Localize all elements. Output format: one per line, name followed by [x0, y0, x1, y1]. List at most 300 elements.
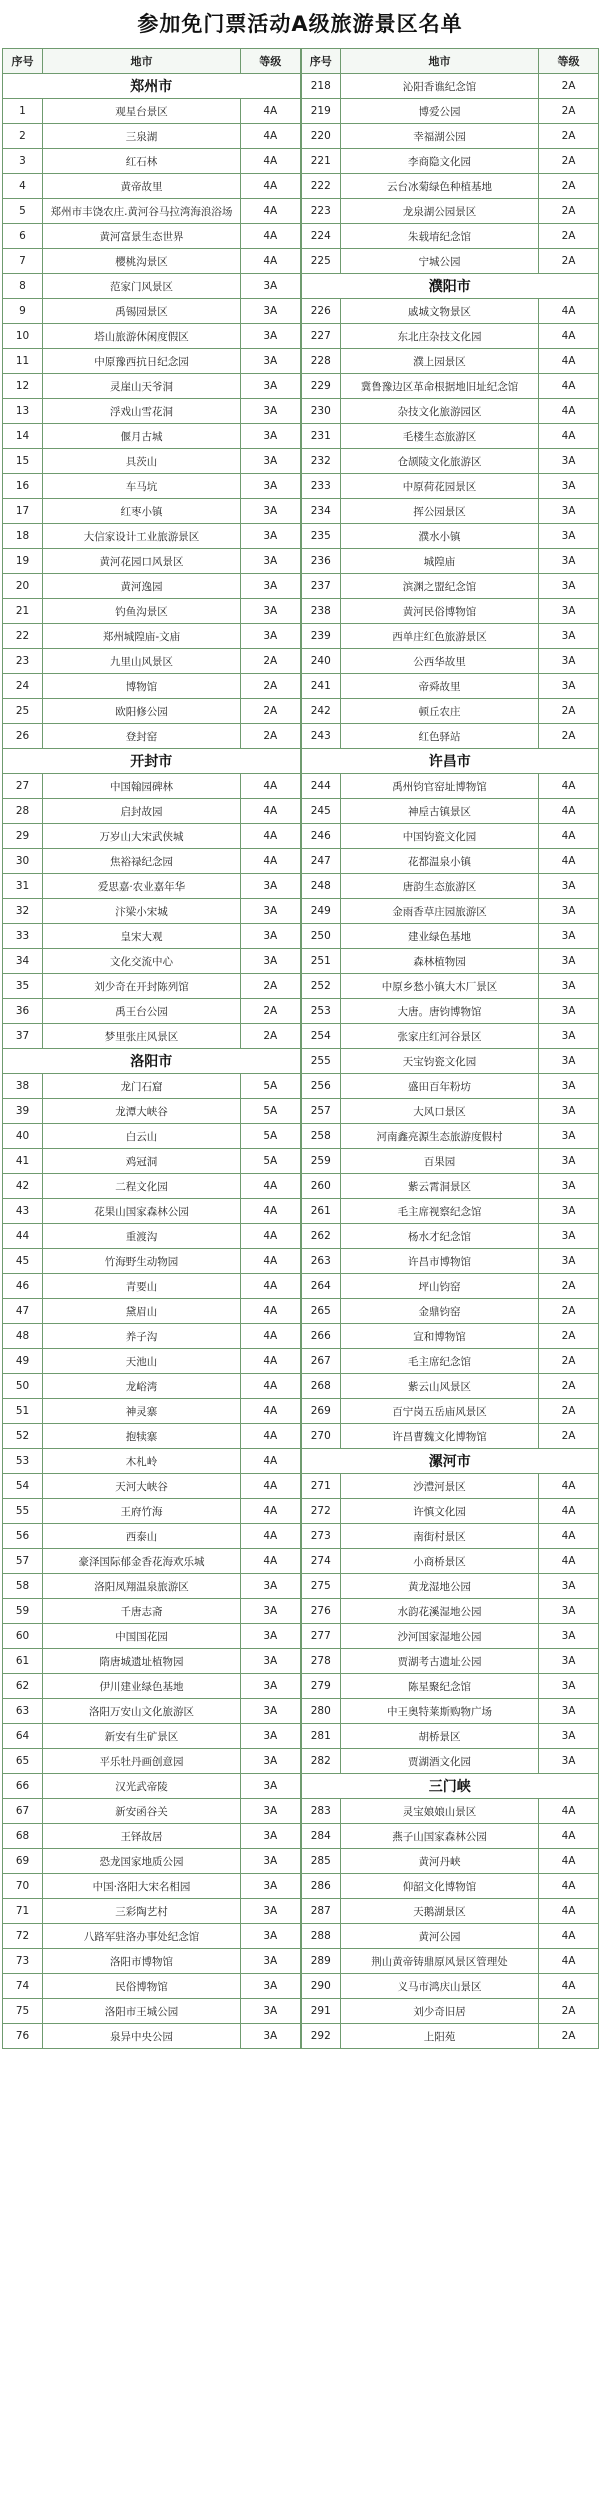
table-row — [3, 1599, 599, 1624]
scenic-grade: 3A — [539, 1149, 599, 1174]
header-no: 序号 — [301, 49, 341, 74]
scenic-site-name: 百宁岗五岳庙风景区 — [341, 1399, 539, 1424]
scenic-site-name: 胡桥景区 — [341, 1724, 539, 1749]
scenic-grade: 2A — [539, 1349, 599, 1374]
scenic-grade: 2A — [539, 1274, 599, 1299]
scenic-grade: 2A — [539, 1399, 599, 1424]
row-number: 38 — [3, 1074, 43, 1099]
scenic-site-name: 宁城公园 — [341, 249, 539, 274]
scenic-grade: 2A — [539, 74, 599, 99]
row-number: 280 — [301, 1699, 341, 1724]
row-number: 283 — [301, 1799, 341, 1824]
scenic-site-name: 具茨山 — [43, 449, 241, 474]
scenic-grade: 4A — [539, 424, 599, 449]
table-row — [3, 1449, 599, 1474]
scenic-grade: 4A — [539, 1524, 599, 1549]
scenic-site-name: 许昌市博物馆 — [341, 1249, 539, 1274]
scenic-site-name: 灵宝娘娘山景区 — [341, 1799, 539, 1824]
scenic-site-name: 万岁山大宋武侠城 — [43, 824, 241, 849]
scenic-grade: 2A — [241, 999, 301, 1024]
scenic-site-name: 白云山 — [43, 1124, 241, 1149]
scenic-grade: 3A — [539, 899, 599, 924]
scenic-grade: 2A — [539, 1299, 599, 1324]
scenic-site-name: 滨渊之盟纪念馆 — [341, 574, 539, 599]
scenic-site-name: 恐龙国家地质公园 — [43, 1849, 241, 1874]
row-number: 272 — [301, 1499, 341, 1524]
scenic-grade: 3A — [241, 874, 301, 899]
city-heading: 洛阳市 — [3, 1049, 301, 1074]
header-site: 地市 — [341, 49, 539, 74]
scenic-site-name: 博爱公园 — [341, 99, 539, 124]
row-number: 66 — [3, 1774, 43, 1799]
scenic-grade: 4A — [539, 1849, 599, 1874]
table-row — [3, 174, 599, 199]
row-number: 282 — [301, 1749, 341, 1774]
scenic-site-name: 朱载堉纪念馆 — [341, 224, 539, 249]
scenic-site-name: 民俗博物馆 — [43, 1974, 241, 1999]
row-number: 61 — [3, 1649, 43, 1674]
scenic-grade: 4A — [241, 1499, 301, 1524]
scenic-grade: 4A — [539, 1824, 599, 1849]
table-row — [3, 1974, 599, 1999]
scenic-grade: 2A — [539, 2024, 599, 2049]
table-row — [3, 1399, 599, 1424]
scenic-grade: 4A — [241, 1424, 301, 1449]
scenic-grade: 4A — [539, 1499, 599, 1524]
row-number: 47 — [3, 1299, 43, 1324]
scenic-site-name: 二程文化园 — [43, 1174, 241, 1199]
row-number: 9 — [3, 299, 43, 324]
scenic-site-name: 豪泽国际郁金香花海欢乐城 — [43, 1549, 241, 1574]
table-row — [3, 499, 599, 524]
row-number: 10 — [3, 324, 43, 349]
row-number: 64 — [3, 1724, 43, 1749]
scenic-site-name: 挥公园景区 — [341, 499, 539, 524]
table-row — [3, 1899, 599, 1924]
row-number: 224 — [301, 224, 341, 249]
row-number: 60 — [3, 1624, 43, 1649]
row-number: 289 — [301, 1949, 341, 1974]
scenic-site-name: 百果园 — [341, 1149, 539, 1174]
table-row — [3, 1749, 599, 1774]
scenic-site-name: 天河大峡谷 — [43, 1474, 241, 1499]
table-row — [3, 899, 599, 924]
scenic-grade: 5A — [241, 1149, 301, 1174]
scenic-grade: 4A — [539, 1474, 599, 1499]
row-number: 263 — [301, 1249, 341, 1274]
scenic-grade: 2A — [539, 99, 599, 124]
row-number: 292 — [301, 2024, 341, 2049]
scenic-site-name: 刘少奇旧居 — [341, 1999, 539, 2024]
scenic-grade: 3A — [241, 949, 301, 974]
scenic-grade: 3A — [241, 924, 301, 949]
scenic-site-name: 小商桥景区 — [341, 1549, 539, 1574]
scenic-grade: 2A — [241, 699, 301, 724]
scenic-site-name: 黄河逸园 — [43, 574, 241, 599]
scenic-grade: 4A — [539, 1874, 599, 1899]
scenic-grade: 4A — [241, 1274, 301, 1299]
table-row — [3, 1349, 599, 1374]
scenic-grade: 4A — [539, 299, 599, 324]
scenic-grade: 4A — [539, 349, 599, 374]
scenic-site-name: 鸡冠洞 — [43, 1149, 241, 1174]
table-row — [3, 1649, 599, 1674]
row-number: 51 — [3, 1399, 43, 1424]
scenic-grade: 3A — [241, 1674, 301, 1699]
scenic-grade: 4A — [539, 374, 599, 399]
row-number: 20 — [3, 574, 43, 599]
scenic-grade: 3A — [539, 1174, 599, 1199]
scenic-grade: 3A — [539, 1724, 599, 1749]
scenic-site-name: 青要山 — [43, 1274, 241, 1299]
scenic-site-name: 龙门石窟 — [43, 1074, 241, 1099]
scenic-grade: 3A — [539, 1049, 599, 1074]
row-number: 30 — [3, 849, 43, 874]
scenic-grade: 4A — [241, 824, 301, 849]
scenic-grade: 3A — [539, 549, 599, 574]
scenic-site-name: 千唐志斋 — [43, 1599, 241, 1624]
scenic-grade: 4A — [539, 1924, 599, 1949]
row-number: 21 — [3, 599, 43, 624]
scenic-grade: 3A — [539, 574, 599, 599]
table-row — [3, 424, 599, 449]
scenic-grade: 3A — [241, 1824, 301, 1849]
scenic-site-name: 贾湖酒文化园 — [341, 1749, 539, 1774]
table-row — [3, 399, 599, 424]
scenic-grade: 2A — [241, 724, 301, 749]
scenic-site-name: 濮水小镇 — [341, 524, 539, 549]
row-number: 70 — [3, 1874, 43, 1899]
row-number: 65 — [3, 1749, 43, 1774]
table-row — [3, 249, 599, 274]
row-number: 281 — [301, 1724, 341, 1749]
row-number: 225 — [301, 249, 341, 274]
table-row — [3, 1624, 599, 1649]
table-row — [3, 1874, 599, 1899]
table-row — [3, 1074, 599, 1099]
scenic-grade: 3A — [539, 1624, 599, 1649]
row-number: 59 — [3, 1599, 43, 1624]
scenic-site-name: 戚城文物景区 — [341, 299, 539, 324]
row-number: 258 — [301, 1124, 341, 1149]
scenic-site-name: 中国·洛阳大宋名相园 — [43, 1874, 241, 1899]
scenic-site-name: 神垕古镇景区 — [341, 799, 539, 824]
scenic-grade: 4A — [241, 149, 301, 174]
row-number: 50 — [3, 1374, 43, 1399]
scenic-grade: 3A — [241, 1624, 301, 1649]
row-number: 22 — [3, 624, 43, 649]
scenic-site-name: 车马坑 — [43, 474, 241, 499]
row-number: 287 — [301, 1899, 341, 1924]
row-number: 63 — [3, 1699, 43, 1724]
row-number: 220 — [301, 124, 341, 149]
table-row — [3, 574, 599, 599]
scenic-grade: 3A — [539, 1674, 599, 1699]
row-number: 40 — [3, 1124, 43, 1149]
row-number: 249 — [301, 899, 341, 924]
row-number: 232 — [301, 449, 341, 474]
scenic-site-name: 贾湖考古遗址公园 — [341, 1649, 539, 1674]
scenic-grade: 3A — [539, 599, 599, 624]
table-row — [3, 1524, 599, 1549]
row-number: 14 — [3, 424, 43, 449]
scenic-grade: 3A — [539, 1574, 599, 1599]
row-number: 233 — [301, 474, 341, 499]
scenic-grade: 2A — [539, 174, 599, 199]
scenic-site-name: 樱桃沟景区 — [43, 249, 241, 274]
table-row — [3, 524, 599, 549]
scenic-grade: 3A — [241, 349, 301, 374]
scenic-site-name: 仰韶文化博物馆 — [341, 1874, 539, 1899]
scenic-grade: 4A — [539, 1549, 599, 1574]
scenic-site-name: 皇宋大观 — [43, 924, 241, 949]
row-number: 291 — [301, 1999, 341, 2024]
scenic-site-name: 汴梁小宋城 — [43, 899, 241, 924]
scenic-site-name: 河南鑫亮源生态旅游度假村 — [341, 1124, 539, 1149]
table-row — [3, 1849, 599, 1874]
row-number: 19 — [3, 549, 43, 574]
row-number: 76 — [3, 2024, 43, 2049]
row-number: 244 — [301, 774, 341, 799]
scenic-site-name: 观星台景区 — [43, 99, 241, 124]
scenic-site-name: 幸福湖公园 — [341, 124, 539, 149]
scenic-grade: 3A — [241, 1949, 301, 1974]
scenic-site-name: 黄河花园口风景区 — [43, 549, 241, 574]
table-row — [3, 1174, 599, 1199]
table-row — [3, 474, 599, 499]
city-heading: 开封市 — [3, 749, 301, 774]
table-row — [3, 1124, 599, 1149]
scenic-site-name: 金雨香草庄园旅游区 — [341, 899, 539, 924]
scenic-grade: 4A — [241, 1449, 301, 1474]
scenic-site-name: 义马市鸿庆山景区 — [341, 1974, 539, 1999]
scenic-site-name: 天池山 — [43, 1349, 241, 1374]
scenic-site-name: 杂技文化旅游园区 — [341, 399, 539, 424]
scenic-grade: 3A — [241, 1899, 301, 1924]
scenic-site-name: 塔山旅游休闲度假区 — [43, 324, 241, 349]
row-number: 62 — [3, 1674, 43, 1699]
table-row — [3, 274, 599, 299]
table-row — [3, 1474, 599, 1499]
scenic-grade: 3A — [241, 1999, 301, 2024]
table-body — [3, 74, 599, 2049]
row-number: 24 — [3, 674, 43, 699]
row-number: 45 — [3, 1249, 43, 1274]
scenic-grade: 3A — [241, 1749, 301, 1774]
scenic-grade: 4A — [539, 324, 599, 349]
scenic-grade: 3A — [241, 1574, 301, 1599]
scenic-grade: 4A — [241, 224, 301, 249]
scenic-grade: 3A — [539, 1099, 599, 1124]
scenic-site-name: 九里山风景区 — [43, 649, 241, 674]
table-row — [3, 1424, 599, 1449]
scenic-site-name: 隋唐城遗址植物园 — [43, 1649, 241, 1674]
table-row — [3, 324, 599, 349]
scenic-grade: 3A — [539, 1224, 599, 1249]
row-number: 69 — [3, 1849, 43, 1874]
row-number: 235 — [301, 524, 341, 549]
row-number: 227 — [301, 324, 341, 349]
row-number: 5 — [3, 199, 43, 224]
row-number: 35 — [3, 974, 43, 999]
row-number: 285 — [301, 1849, 341, 1874]
table-row — [3, 774, 599, 799]
row-number: 239 — [301, 624, 341, 649]
scenic-site-name: 重渡沟 — [43, 1224, 241, 1249]
scenic-site-name: 黄龙湿地公园 — [341, 1574, 539, 1599]
scenic-grade: 3A — [539, 999, 599, 1024]
table-row — [3, 1199, 599, 1224]
row-number: 228 — [301, 349, 341, 374]
row-number: 12 — [3, 374, 43, 399]
table-row — [3, 1324, 599, 1349]
scenic-site-name: 木札岭 — [43, 1449, 241, 1474]
scenic-site-name: 水韵花溪湿地公园 — [341, 1599, 539, 1624]
scenic-site-name: 大风口景区 — [341, 1099, 539, 1124]
row-number: 73 — [3, 1949, 43, 1974]
scenic-list-table — [2, 48, 599, 2049]
scenic-grade: 3A — [539, 1124, 599, 1149]
header-no: 序号 — [3, 49, 43, 74]
table-row — [3, 1724, 599, 1749]
row-number: 284 — [301, 1824, 341, 1849]
row-number: 219 — [301, 99, 341, 124]
scenic-site-name: 建业绿色基地 — [341, 924, 539, 949]
table-row — [3, 1774, 599, 1799]
scenic-site-name: 欧阳修公园 — [43, 699, 241, 724]
scenic-grade: 4A — [241, 1549, 301, 1574]
row-number: 29 — [3, 824, 43, 849]
scenic-grade: 4A — [241, 1474, 301, 1499]
row-number: 254 — [301, 1024, 341, 1049]
table-row — [3, 849, 599, 874]
row-number: 226 — [301, 299, 341, 324]
scenic-site-name: 郑州城隍庙-文庙 — [43, 624, 241, 649]
scenic-grade: 3A — [241, 899, 301, 924]
scenic-site-name: 黄河公园 — [341, 1924, 539, 1949]
row-number: 49 — [3, 1349, 43, 1374]
row-number: 268 — [301, 1374, 341, 1399]
row-number: 43 — [3, 1199, 43, 1224]
scenic-grade: 4A — [539, 849, 599, 874]
scenic-grade: 3A — [241, 1874, 301, 1899]
scenic-grade: 3A — [241, 299, 301, 324]
table-row — [3, 549, 599, 574]
row-number: 37 — [3, 1024, 43, 1049]
scenic-site-name: 洛阳凤翔温泉旅游区 — [43, 1574, 241, 1599]
scenic-grade: 2A — [539, 1999, 599, 2024]
table-row — [3, 749, 599, 774]
scenic-site-name: 竹海野生动物园 — [43, 1249, 241, 1274]
scenic-grade: 4A — [241, 1374, 301, 1399]
scenic-site-name: 汉光武帝陵 — [43, 1774, 241, 1799]
scenic-grade: 2A — [539, 1374, 599, 1399]
scenic-site-name: 毛主席视察纪念馆 — [341, 1199, 539, 1224]
scenic-grade: 4A — [539, 1799, 599, 1824]
row-number: 245 — [301, 799, 341, 824]
row-number: 278 — [301, 1649, 341, 1674]
table-row — [3, 1674, 599, 1699]
scenic-site-name: 大唐。唐钧博物馆 — [341, 999, 539, 1024]
table-row — [3, 1299, 599, 1324]
scenic-grade: 3A — [241, 399, 301, 424]
row-number: 32 — [3, 899, 43, 924]
row-number: 242 — [301, 699, 341, 724]
scenic-grade: 2A — [539, 124, 599, 149]
scenic-site-name: 中原豫西抗日纪念园 — [43, 349, 241, 374]
scenic-grade: 4A — [539, 1949, 599, 1974]
scenic-grade: 2A — [539, 699, 599, 724]
row-number: 279 — [301, 1674, 341, 1699]
scenic-grade: 3A — [241, 1974, 301, 1999]
table-row — [3, 74, 599, 99]
table-row — [3, 974, 599, 999]
scenic-grade: 3A — [539, 674, 599, 699]
scenic-site-name: 红石林 — [43, 149, 241, 174]
row-number: 241 — [301, 674, 341, 699]
scenic-grade: 4A — [539, 1974, 599, 1999]
table-row — [3, 1999, 599, 2024]
table-row — [3, 699, 599, 724]
table-row — [3, 824, 599, 849]
scenic-site-name: 燕子山国家森林公园 — [341, 1824, 539, 1849]
table-row — [3, 99, 599, 124]
scenic-site-name: 张家庄红河谷景区 — [341, 1024, 539, 1049]
scenic-site-name: 天鹅湖景区 — [341, 1899, 539, 1924]
row-number: 8 — [3, 274, 43, 299]
row-number: 273 — [301, 1524, 341, 1549]
scenic-grade: 4A — [241, 849, 301, 874]
row-number: 290 — [301, 1974, 341, 1999]
scenic-grade: 4A — [241, 799, 301, 824]
row-number: 42 — [3, 1174, 43, 1199]
scenic-grade: 4A — [241, 1299, 301, 1324]
table-row — [3, 1274, 599, 1299]
scenic-site-name: 中国钧瓷文化园 — [341, 824, 539, 849]
scenic-site-name: 抱犊寨 — [43, 1424, 241, 1449]
row-number: 54 — [3, 1474, 43, 1499]
scenic-site-name: 文化交流中心 — [43, 949, 241, 974]
scenic-grade: 3A — [241, 449, 301, 474]
scenic-site-name: 伊川建业绿色基地 — [43, 1674, 241, 1699]
scenic-site-name: 濮上园景区 — [341, 349, 539, 374]
row-number: 251 — [301, 949, 341, 974]
row-number: 28 — [3, 799, 43, 824]
scenic-site-name: 三泉湖 — [43, 124, 241, 149]
table-row — [3, 1049, 599, 1074]
scenic-site-name: 钓鱼沟景区 — [43, 599, 241, 624]
scenic-site-name: 森林植物园 — [341, 949, 539, 974]
scenic-grade: 4A — [241, 1199, 301, 1224]
scenic-site-name: 洛阳市博物馆 — [43, 1949, 241, 1974]
scenic-grade: 3A — [241, 474, 301, 499]
scenic-grade: 3A — [241, 624, 301, 649]
scenic-site-name: 毛主席纪念馆 — [341, 1349, 539, 1374]
scenic-grade: 4A — [241, 1249, 301, 1274]
row-number: 260 — [301, 1174, 341, 1199]
scenic-site-name: 顿丘农庄 — [341, 699, 539, 724]
table-row — [3, 1024, 599, 1049]
scenic-site-name: 紫云霄洞景区 — [341, 1174, 539, 1199]
row-number: 25 — [3, 699, 43, 724]
scenic-site-name: 养子沟 — [43, 1324, 241, 1349]
row-number: 248 — [301, 874, 341, 899]
table-row — [3, 1249, 599, 1274]
scenic-site-name: 神灵寨 — [43, 1399, 241, 1424]
scenic-site-name: 黄河富景生态世界 — [43, 224, 241, 249]
table-row — [3, 1824, 599, 1849]
table-row — [3, 1924, 599, 1949]
